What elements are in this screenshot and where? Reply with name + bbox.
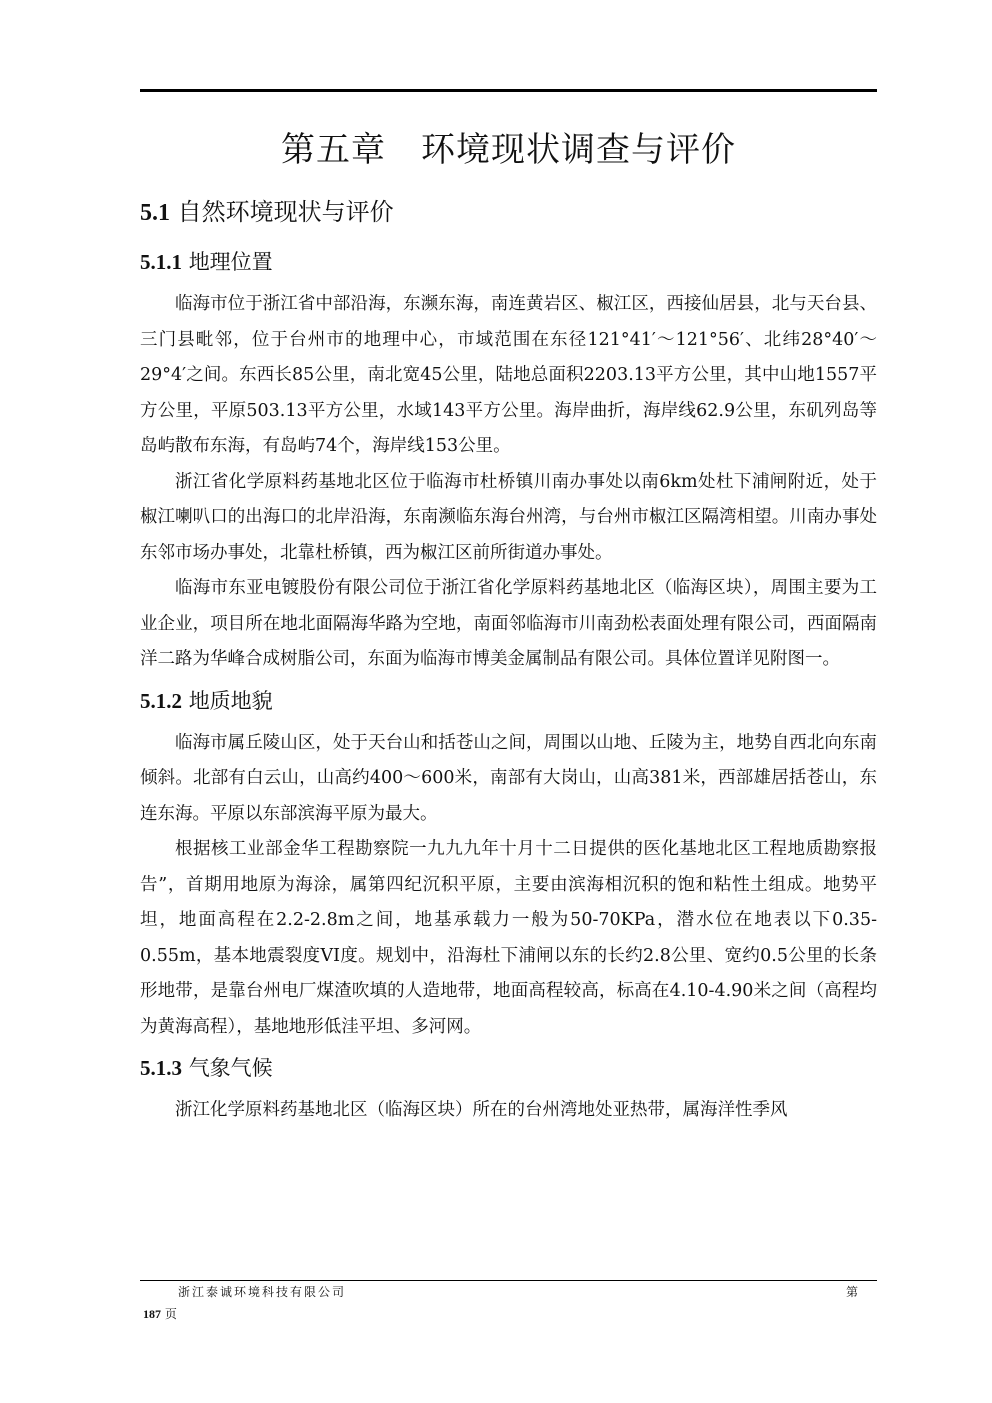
section-heading-5-1-2 — [140, 682, 877, 720]
section-number: 5.1.1 — [140, 250, 182, 274]
section-number: 5.1.2 — [140, 688, 182, 713]
section-number: 5.1 — [140, 200, 170, 226]
section-heading-5-1 — [140, 192, 877, 233]
footer-company: 浙江泰诚环境科技有限公司 — [178, 1285, 347, 1299]
paragraph: 临海市属丘陵山区，处于天台山和括苍山之间，周围以山地、丘陵为主，地势自西北向东南倾斜。北部有白云山，山高约400～600米，南部有大岗山，山高381米，西部雄居括苍山，东连东海。平原以东部滨海平原为最大。 — [140, 732, 877, 824]
footer-page-number — [143, 1305, 177, 1322]
footer-rule — [140, 1280, 877, 1281]
paragraph: 临海市位于浙江省中部沿海，东濒东海，南连黄岩区、椒江区，西接仙居县，北与天台县、三门县毗邻，位于台州市的地理中心，市域范围在东径121°41′～121°56′、北纬28°40′～29°4′之间。东西长85公里，南北宽45公里，陆地总面积2203.13平方公里，其中山地1557平方公里，平原503.13平方公里，水域143平方公里。海岸曲折，海岸线62.9公里，东矶列岛等岛屿散布东海，有岛屿74个，海岸线153公里。 — [140, 294, 877, 456]
page-number: 187 — [143, 1307, 161, 1321]
header-rule — [140, 89, 877, 92]
section-number: 5.1.3 — [140, 1056, 182, 1080]
paragraph: 浙江省化学原料药基地北区位于临海市杜桥镇川南办事处以南6km处杜下浦闸附近，处于椒江喇叭口的出海口的北岸沿海，东南濒临东海台州湾，与台州市椒江区隔湾相望。川南办事处东邻市场办事处，北靠杜桥镇，西为椒江区前所街道办事处。 — [140, 471, 877, 563]
paragraph: 根据核工业部金华工程勘察院一九九九年十月十二日提供的医化基地北区工程地质勘察报告”，首期用地原为海涂，属第四纪沉积平原，主要由滨海相沉积的饱和粘性土组成。地势平坦，地面高程在2.2-2.8m之间，地基承载力一般为50-70KPa，潜水位在地表以下0.35-0.55m，基本地震裂度VI度。规划中，沿海杜下浦闸以东的长约2.8公里、宽约0.5公里的长条形地带，是靠台州电厂煤渣吹填的人造地带，地面高程较高，标高在4.10-4.90米之间（高程均为黄海高程），基地地形低洼平坦、多河网。 — [140, 839, 877, 1037]
document-body — [140, 120, 877, 1129]
page-suffix: 页 — [164, 1307, 177, 1321]
section-heading-5-1-3 — [140, 1049, 877, 1087]
section-title: 地质地貌 — [188, 688, 273, 713]
section-heading-5-1-1 — [140, 243, 877, 281]
section-title: 气象气候 — [188, 1056, 273, 1080]
footer-page-prefix: 第 — [846, 1285, 859, 1299]
section-title: 自然环境现状与评价 — [177, 198, 394, 226]
section-title: 地理位置 — [188, 250, 273, 274]
chapter-title: 第五章 环境现状调查与评价 — [281, 130, 736, 170]
paragraph: 浙江化学原料药基地北区（临海区块）所在的台州湾地处亚热带，属海洋性季风 — [175, 1100, 788, 1120]
paragraph: 临海市东亚电镀股份有限公司位于浙江省化学原料药基地北区（临海区块），周围主要为工业企业，项目所在地北面隔海华路为空地，南面邻临海市川南劲松表面处理有限公司，西面隔南洋二路为华峰合成树脂公司，东面为临海市博美金属制品有限公司。具体位置详见附图一。 — [140, 578, 877, 669]
